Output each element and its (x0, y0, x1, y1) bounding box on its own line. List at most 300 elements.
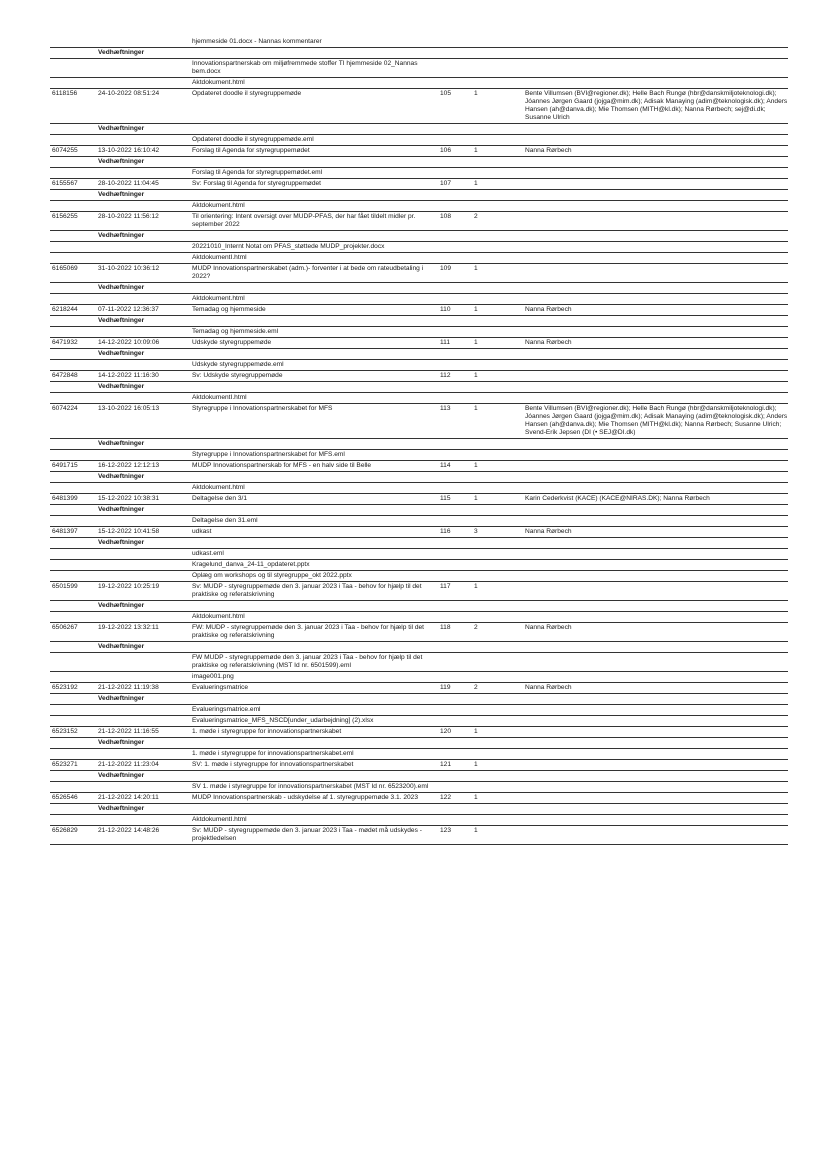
empty-cell (525, 135, 788, 145)
empty-cell (474, 382, 525, 392)
document-row (50, 727, 788, 738)
empty-cell (192, 382, 440, 392)
empty-cell (525, 804, 788, 814)
doc-date: 21-12-2022 11:19:38 (98, 684, 159, 691)
empty-cell (474, 472, 525, 482)
empty-cell (192, 190, 440, 200)
attachment-row (50, 201, 788, 212)
attachment-row (50, 782, 788, 793)
doc-id: 6491715 (52, 462, 78, 469)
doc-id: 6506267 (52, 624, 78, 631)
doc-title: MUDP Innovationspartnerskab - udskydelse af 1. styregruppemøde 3.1. 2023 (192, 794, 419, 801)
empty-cell (192, 694, 440, 704)
empty-cell (474, 78, 525, 88)
doc-recipients: Nanna Rørbech (525, 147, 572, 154)
doc-count: 1 (474, 265, 478, 272)
empty-cell (50, 48, 98, 58)
empty-cell (474, 393, 525, 403)
empty-cell (50, 294, 98, 304)
empty-cell (525, 694, 788, 704)
doc-date: 15-12-2022 10:38:31 (98, 495, 160, 502)
doc-id: 6165069 (52, 265, 78, 272)
empty-cell (440, 653, 474, 671)
empty-cell (440, 294, 474, 304)
doc-title: Sv: MUDP - styregruppemøde den 3. januar 2023 i Taa - behov for hjælp til det praktiske og referatskrivning (192, 583, 422, 598)
empty-cell (440, 601, 474, 611)
empty-cell (525, 349, 788, 359)
attachment-filename: Udskyde styregruppemøde.eml (192, 361, 284, 368)
attachment-filename: Evalueringsmatrice.eml (192, 706, 261, 713)
doc-count: 2 (474, 624, 478, 631)
doc-number: 109 (440, 265, 452, 272)
empty-cell (50, 190, 98, 200)
doc-id: 6472848 (52, 372, 78, 379)
empty-cell (50, 505, 98, 515)
empty-cell (440, 483, 474, 493)
empty-cell (98, 393, 192, 403)
doc-id: 6481397 (52, 528, 78, 535)
empty-cell (50, 804, 98, 814)
doc-title: udkast (192, 528, 212, 535)
document-row (50, 683, 788, 694)
doc-id: 6526546 (52, 794, 78, 801)
empty-cell (525, 653, 788, 671)
empty-cell (50, 642, 98, 652)
attachment-row (50, 716, 788, 727)
attachment-row (50, 242, 788, 253)
document-row (50, 371, 788, 382)
empty-cell (50, 168, 98, 178)
empty-cell (440, 472, 474, 482)
doc-number: 108 (440, 213, 452, 220)
doc-recipients: Nanna Rørbech (525, 306, 572, 313)
empty-cell (98, 549, 192, 559)
attachment-filename: Temadag og hjemmeside.eml (192, 328, 279, 335)
attachments-header-row (50, 538, 788, 549)
empty-cell (474, 201, 525, 211)
empty-cell (440, 549, 474, 559)
empty-cell (192, 538, 440, 548)
doc-title: FW: MUDP - styregruppemøde den 3. januar 2023 i Taa - behov for hjælp til det praktiske og referatskrivning (192, 624, 424, 639)
doc-count: 1 (474, 761, 478, 768)
doc-count: 1 (474, 495, 478, 502)
empty-cell (525, 738, 788, 748)
empty-cell (98, 37, 192, 47)
attachment-filename: 20221010_Internt Notat om PFAS_støttede MUDP_projekter.docx (192, 243, 385, 250)
doc-count: 1 (474, 583, 478, 590)
doc-title: Sv: Udskyde styregruppemøde (192, 372, 283, 379)
attachment-row (50, 516, 788, 527)
empty-cell (50, 201, 98, 211)
doc-number: 105 (440, 90, 452, 97)
empty-cell (192, 601, 440, 611)
attachments-header-row (50, 349, 788, 360)
empty-cell (440, 349, 474, 359)
empty-cell (474, 538, 525, 548)
empty-cell (50, 253, 98, 263)
doc-count: 3 (474, 528, 478, 535)
doc-date: 21-12-2022 14:48:26 (98, 827, 160, 834)
attachments-label: Vedhæftninger (98, 695, 145, 702)
doc-id: 6155567 (52, 180, 78, 187)
empty-cell (474, 242, 525, 252)
empty-cell (98, 782, 192, 792)
empty-cell (474, 653, 525, 671)
doc-id: 6523271 (52, 761, 78, 768)
doc-count: 2 (474, 213, 478, 220)
attachment-filename: Styregruppe i Innovationspartnerskabet for MFS.eml (192, 451, 345, 458)
attachment-row (50, 135, 788, 146)
doc-id: 6481399 (52, 495, 78, 502)
empty-cell (192, 283, 440, 293)
doc-recipients (525, 179, 788, 189)
empty-cell (474, 135, 525, 145)
empty-cell (192, 439, 440, 449)
empty-cell (440, 59, 474, 77)
empty-cell (525, 231, 788, 241)
empty-cell (474, 749, 525, 759)
doc-title: Forslag til Agenda for styregruppemødet (192, 147, 310, 154)
doc-title: MUDP Innovationspartnerskab for MFS - en halv side til Belle (192, 462, 372, 469)
doc-number: 112 (440, 372, 451, 379)
attachment-row (50, 327, 788, 338)
document-row (50, 582, 788, 601)
attachments-header-row (50, 316, 788, 327)
empty-cell (525, 672, 788, 682)
doc-number: 123 (440, 827, 452, 834)
attachments-header-row (50, 601, 788, 612)
empty-cell (98, 571, 192, 581)
empty-cell (474, 612, 525, 622)
empty-cell (474, 738, 525, 748)
doc-date: 19-12-2022 13:32:11 (98, 624, 159, 631)
empty-cell (440, 516, 474, 526)
doc-count: 1 (474, 147, 478, 154)
empty-cell (474, 168, 525, 178)
empty-cell (525, 612, 788, 622)
doc-recipients: Bente Villumsen (BVI@regioner.dk); Helle Bach Rungø (hbr@danskmiljoteknologi.dk); Jóannes Jørgen Gaard (jojga@mim.dk); Adisak Manaying (adim@teknologisk.dk); Anders Hansen (ah@danva.dk); Mie Thomsen (MITH@kl.dk); Nanna Rørbech; sej@di.dk; Susanne Ulrich (525, 90, 788, 121)
attachment-row (50, 450, 788, 461)
empty-cell (440, 157, 474, 167)
attachment-row (50, 360, 788, 371)
attachment-row (50, 294, 788, 305)
attachments-label: Vedhæftninger (98, 602, 145, 609)
empty-cell (440, 37, 474, 47)
attachment-row (50, 612, 788, 623)
attachments-header-row (50, 48, 788, 59)
empty-cell (50, 782, 98, 792)
empty-cell (525, 749, 788, 759)
empty-cell (192, 48, 440, 58)
attachment-row (50, 78, 788, 89)
empty-cell (440, 815, 474, 825)
empty-cell (440, 201, 474, 211)
attachment-row (50, 672, 788, 683)
empty-cell (474, 483, 525, 493)
empty-cell (50, 450, 98, 460)
empty-cell (440, 450, 474, 460)
empty-cell (525, 253, 788, 263)
attachment-filename: Innovationspartnerskab om miljøfremmede stoffer TI hjemmeside 02_Nannas bem.docx (192, 60, 418, 75)
empty-cell (98, 327, 192, 337)
document-row (50, 146, 788, 157)
empty-cell (525, 37, 788, 47)
doc-number: 119 (440, 684, 451, 691)
doc-count: 1 (474, 372, 478, 379)
empty-cell (474, 571, 525, 581)
empty-cell (50, 483, 98, 493)
attachment-row (50, 549, 788, 560)
empty-cell (525, 472, 788, 482)
empty-cell (98, 294, 192, 304)
document-row (50, 338, 788, 349)
doc-recipients: Nanna Rørbech (525, 528, 572, 535)
doc-title: MUDP Innovationspartnerskabet (adm.)- forventer i at bede om rateudbetaling i 2022? (192, 265, 424, 280)
empty-cell (50, 705, 98, 715)
attachments-label: Vedhæftninger (98, 284, 145, 291)
empty-cell (98, 516, 192, 526)
doc-count: 1 (474, 90, 478, 97)
attachment-filename: hjemmeside 01.docx - Nannas kommentarer (192, 38, 322, 45)
doc-number: 121 (440, 761, 452, 768)
doc-recipients (525, 760, 788, 770)
empty-cell (440, 135, 474, 145)
empty-cell (474, 716, 525, 726)
doc-title: Sv: Forslag til Agenda for styregruppemødet (192, 180, 322, 187)
doc-count: 2 (474, 684, 478, 691)
doc-id: 6118156 (52, 90, 78, 97)
doc-number: 114 (440, 462, 451, 469)
attachment-filename: AktdokumentI.html (192, 394, 247, 401)
doc-count: 1 (474, 827, 478, 834)
doc-date: 21-12-2022 11:16:55 (98, 728, 159, 735)
empty-cell (192, 316, 440, 326)
attachment-row (50, 168, 788, 179)
doc-number: 107 (440, 180, 452, 187)
empty-cell (440, 393, 474, 403)
empty-cell (98, 612, 192, 622)
empty-cell (525, 157, 788, 167)
doc-recipients: Karin Cederkvist (KACE) (KACE@NIRAS.DK); Nanna Rørbech (525, 495, 710, 502)
empty-cell (474, 294, 525, 304)
document-row (50, 404, 788, 439)
attachments-label: Vedhæftninger (98, 805, 145, 812)
doc-id: 6501599 (52, 583, 78, 590)
doc-date: 14-12-2022 11:16:30 (98, 372, 159, 379)
empty-cell (440, 694, 474, 704)
empty-cell (474, 59, 525, 77)
doc-date: 21-12-2022 11:23:04 (98, 761, 159, 768)
doc-recipients: Nanna Rørbech (525, 684, 572, 691)
attachments-label: Vedhæftninger (98, 506, 145, 513)
doc-recipients: Nanna Rørbech (525, 339, 572, 346)
empty-cell (440, 571, 474, 581)
empty-cell (474, 694, 525, 704)
doc-date: 16-12-2022 12:12:13 (98, 462, 160, 469)
doc-title: Temadag og hjemmeside (192, 306, 266, 313)
empty-cell (440, 505, 474, 515)
empty-cell (525, 294, 788, 304)
empty-cell (474, 316, 525, 326)
empty-cell (50, 749, 98, 759)
empty-cell (474, 360, 525, 370)
empty-cell (440, 327, 474, 337)
doc-count: 1 (474, 180, 478, 187)
doc-date: 21-12-2022 14:20:11 (98, 794, 159, 801)
attachment-filename: Aktdokument.html (192, 202, 245, 209)
empty-cell (98, 253, 192, 263)
attachment-filename: Kragelund_danva_24-11_opdateret.pptx (192, 561, 310, 568)
empty-cell (192, 231, 440, 241)
attachments-label: Vedhæftninger (98, 643, 145, 650)
empty-cell (525, 505, 788, 515)
attachments-label: Vedhæftninger (98, 49, 145, 56)
empty-cell (192, 349, 440, 359)
attachments-header-row (50, 472, 788, 483)
empty-cell (50, 157, 98, 167)
empty-cell (474, 450, 525, 460)
doc-date: 15-12-2022 10:41:58 (98, 528, 160, 535)
empty-cell (98, 749, 192, 759)
empty-cell (525, 571, 788, 581)
document-row (50, 305, 788, 316)
empty-cell (50, 694, 98, 704)
empty-cell (474, 283, 525, 293)
attachments-label: Vedhæftninger (98, 191, 145, 198)
attachments-header-row (50, 382, 788, 393)
attachment-row (50, 653, 788, 672)
empty-cell (440, 738, 474, 748)
empty-cell (50, 716, 98, 726)
attachments-header-row (50, 231, 788, 242)
empty-cell (474, 782, 525, 792)
empty-cell (50, 242, 98, 252)
attachment-filename: Aktdokument.html (192, 613, 245, 620)
attachment-row (50, 393, 788, 404)
document-row (50, 760, 788, 771)
doc-date: 24-10-2022 08:51:24 (98, 90, 160, 97)
empty-cell (474, 705, 525, 715)
empty-cell (474, 804, 525, 814)
empty-cell (98, 716, 192, 726)
doc-id: 6523192 (52, 684, 78, 691)
empty-cell (50, 472, 98, 482)
empty-cell (440, 283, 474, 293)
empty-cell (525, 393, 788, 403)
doc-number: 111 (440, 339, 451, 346)
empty-cell (50, 231, 98, 241)
empty-cell (525, 190, 788, 200)
doc-date: 13-10-2022 16:10:42 (98, 147, 160, 154)
doc-number: 115 (440, 495, 451, 502)
attachment-filename: Forslag til Agenda for styregruppemødet.eml (192, 169, 323, 176)
empty-cell (98, 653, 192, 671)
attachments-header-row (50, 439, 788, 450)
empty-cell (474, 439, 525, 449)
empty-cell (98, 560, 192, 570)
attachments-header-row (50, 505, 788, 516)
doc-count: 1 (474, 462, 478, 469)
empty-cell (192, 804, 440, 814)
empty-cell (474, 327, 525, 337)
empty-cell (474, 124, 525, 134)
empty-cell (440, 560, 474, 570)
doc-number: 116 (440, 528, 451, 535)
empty-cell (525, 516, 788, 526)
doc-recipients: Bente Villumsen (BVI@regioner.dk); Helle Bach Rungø (hbr@danskmiljoteknologi.dk); Jóannes Jørgen Gaard (jojga@mim.dk); Adisak Manaying (adim@teknologisk.dk); Anders Hansen (ah@danva.dk); Mie Thomsen (MITH@kl.dk); Nanna Rørbech; Susanne Ulrich; Svend-Erik Jepsen (DI (• SEJ@DI.dk) (525, 405, 788, 436)
attachment-filename: udkast.eml (192, 550, 224, 557)
empty-cell (50, 815, 98, 825)
empty-cell (525, 538, 788, 548)
doc-count: 1 (474, 405, 478, 412)
empty-cell (474, 157, 525, 167)
empty-cell (440, 749, 474, 759)
empty-cell (192, 157, 440, 167)
doc-title: SV: 1. møde i styregruppe for innovationspartnerskabet (192, 761, 354, 768)
empty-cell (50, 571, 98, 581)
empty-cell (474, 771, 525, 781)
empty-cell (98, 450, 192, 460)
empty-cell (50, 549, 98, 559)
attachments-header-row (50, 694, 788, 705)
empty-cell (525, 601, 788, 611)
doc-title: 1. møde i styregruppe for innovationspartnerskabet (192, 728, 342, 735)
doc-date: 13-10-2022 16:05:13 (98, 405, 160, 412)
empty-cell (474, 190, 525, 200)
doc-title: Styregruppe i Innovationspartnerskabet for MFS (192, 405, 333, 412)
empty-cell (525, 642, 788, 652)
document-table (50, 37, 788, 845)
empty-cell (50, 393, 98, 403)
empty-cell (50, 124, 98, 134)
empty-cell (440, 168, 474, 178)
empty-cell (50, 360, 98, 370)
empty-cell (525, 782, 788, 792)
empty-cell (192, 505, 440, 515)
empty-cell (440, 316, 474, 326)
attachment-filename: Oplæg om workshops og til styregruppe_okt 2022.pptx (192, 572, 352, 579)
empty-cell (50, 738, 98, 748)
document-row (50, 826, 788, 845)
empty-cell (50, 612, 98, 622)
empty-cell (192, 472, 440, 482)
attachment-row (50, 571, 788, 582)
attachment-filename: FW MUDP - styregruppemøde den 3. januar 2023 i Taa - behov for hjælp til det praktiske og referatskrivning (MST Id nr. 6501599).eml (192, 654, 423, 669)
attachments-label: Vedhæftninger (98, 232, 145, 239)
doc-id: 6156255 (52, 213, 78, 220)
empty-cell (474, 516, 525, 526)
empty-cell (440, 672, 474, 682)
doc-recipients (525, 793, 788, 803)
attachments-label: Vedhæftninger (98, 317, 145, 324)
attachments-label: Vedhæftninger (98, 739, 145, 746)
empty-cell (525, 327, 788, 337)
document-row (50, 623, 788, 642)
empty-cell (474, 601, 525, 611)
empty-cell (474, 349, 525, 359)
doc-title: Deltagelse den 3/1 (192, 495, 247, 502)
empty-cell (474, 231, 525, 241)
attachment-filename: SV 1. møde i styregruppe for innovationspartnerskabet (MST Id nr. 6523200).eml (192, 783, 429, 790)
empty-cell (525, 78, 788, 88)
doc-title: Opdateret doodle il styregruppemøde (192, 90, 302, 97)
empty-cell (474, 560, 525, 570)
empty-cell (50, 653, 98, 671)
empty-cell (440, 231, 474, 241)
empty-cell (98, 705, 192, 715)
document-row (50, 461, 788, 472)
attachment-filename: Deltagelse den 31.eml (192, 517, 258, 524)
